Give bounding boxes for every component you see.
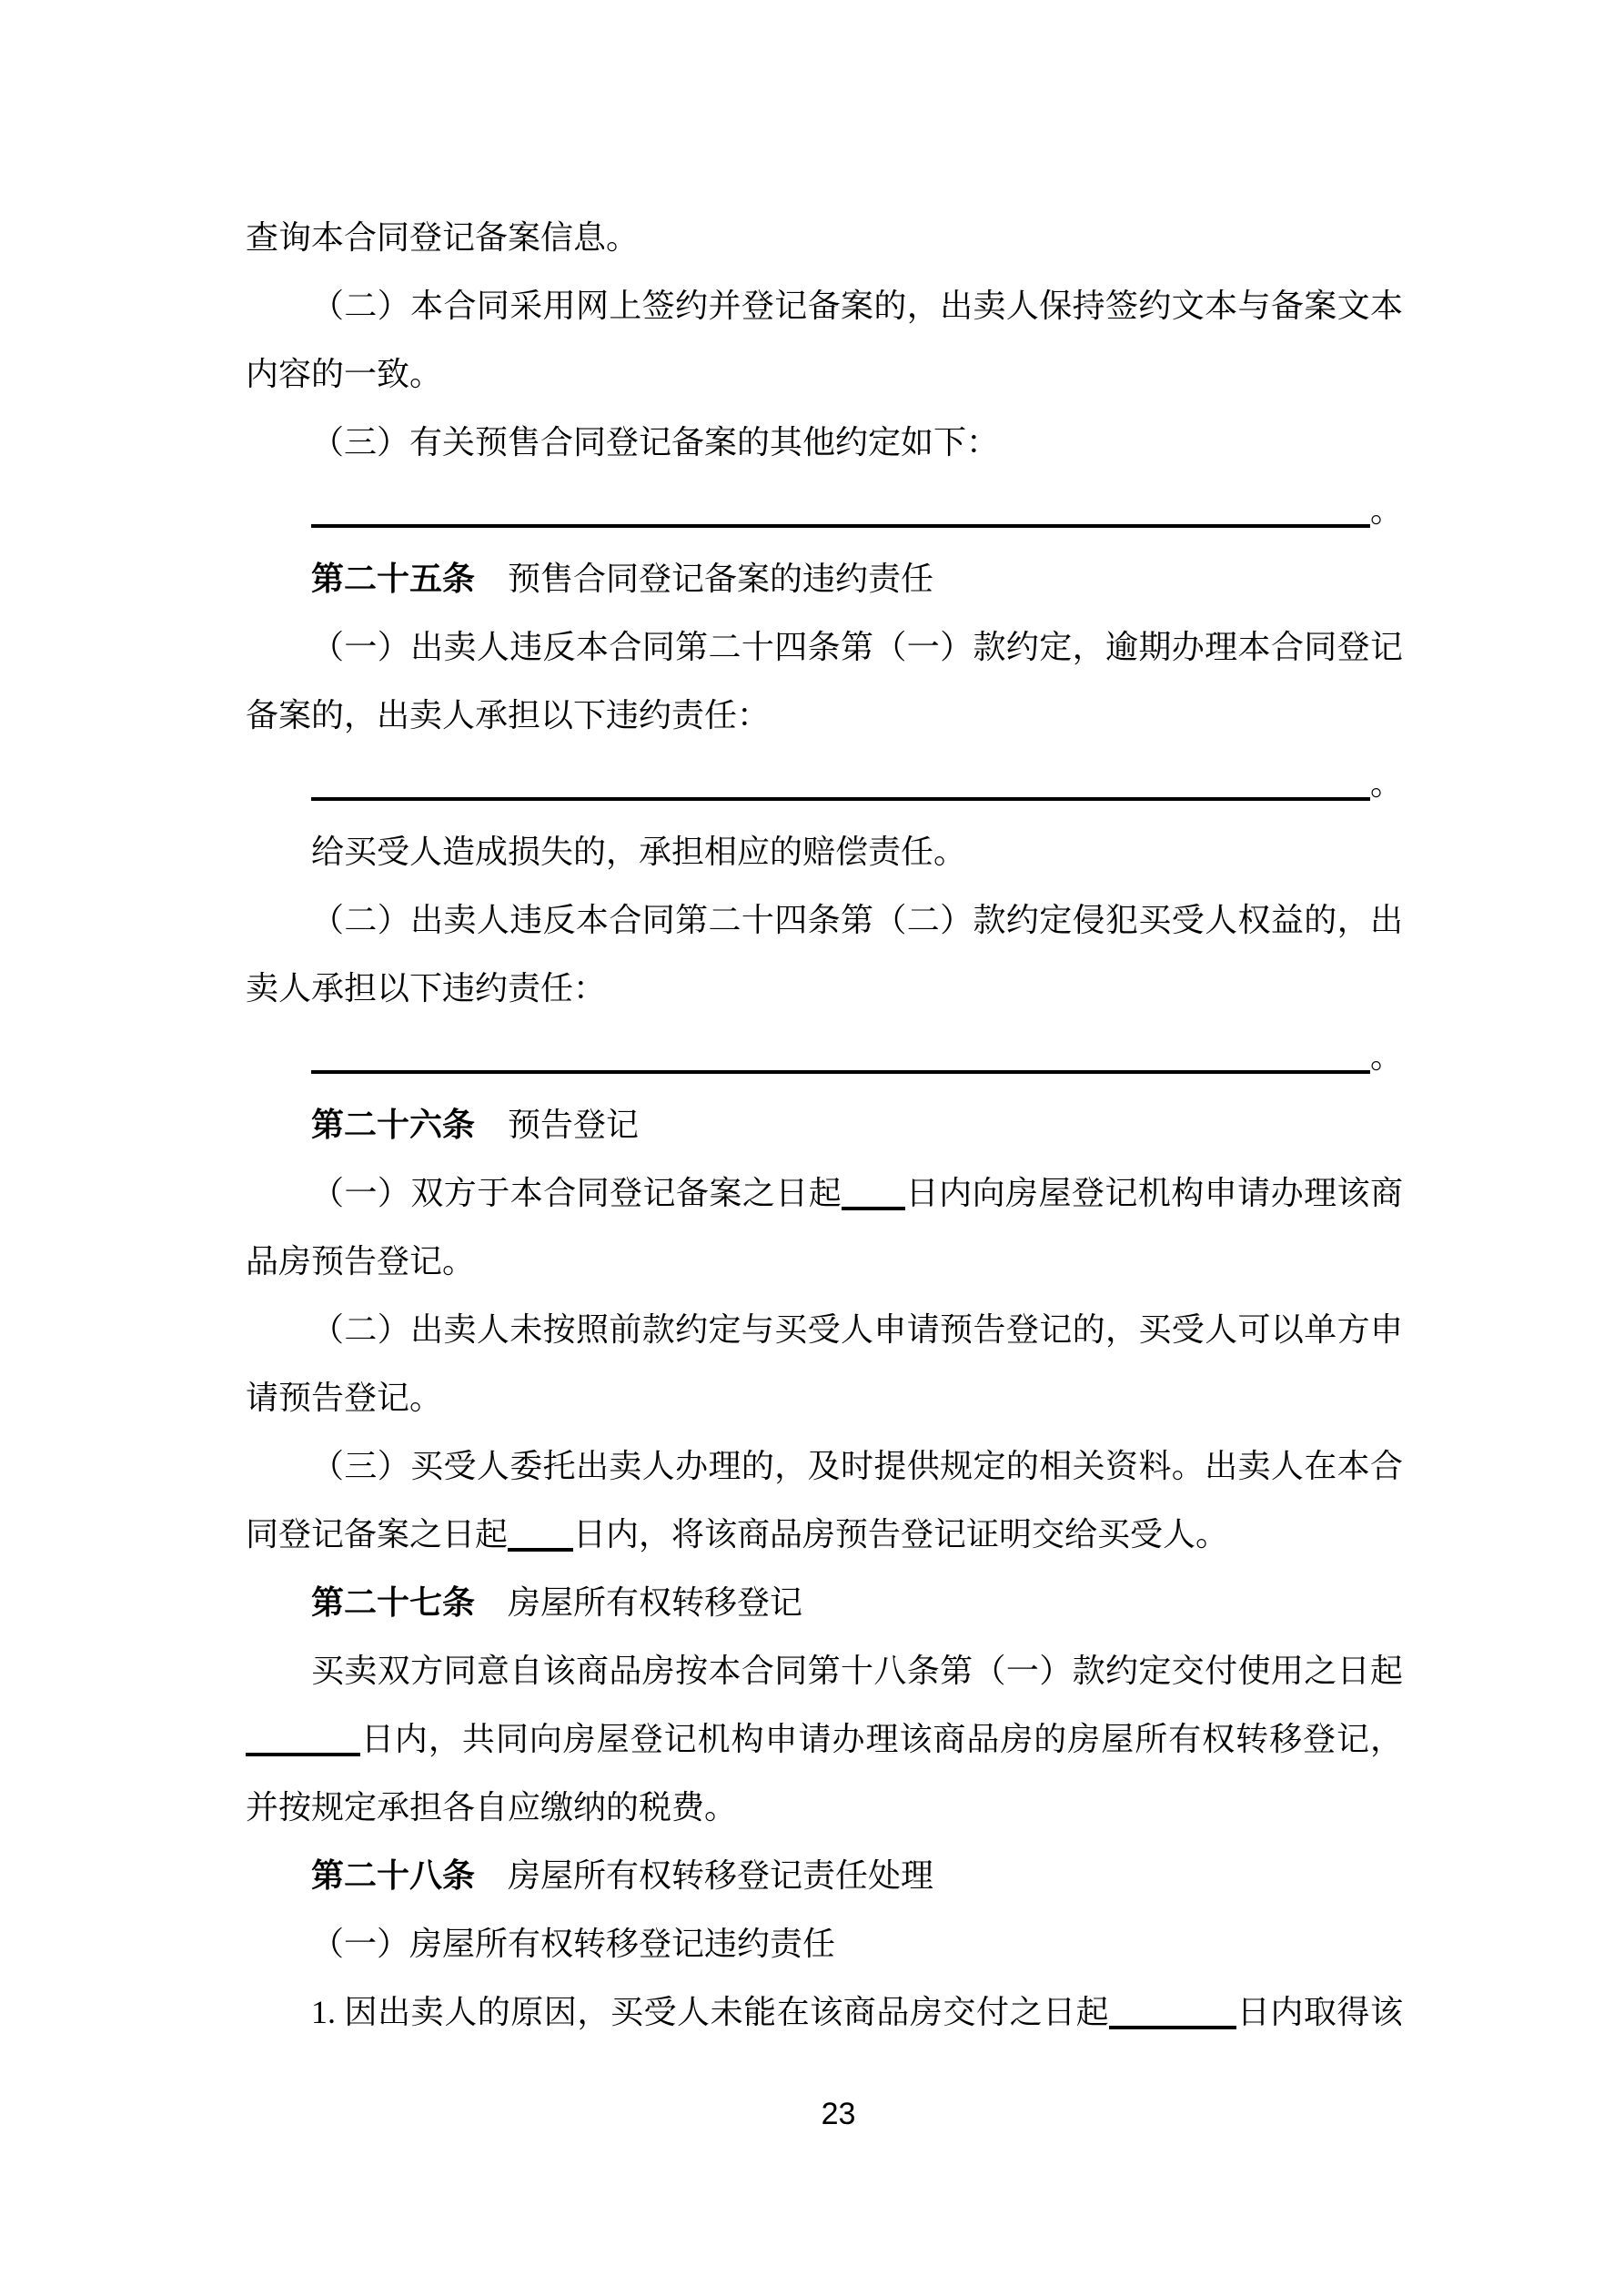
document-line bbox=[246, 1296, 1403, 1364]
text-run: 房屋所有权转移登记责任处理 bbox=[475, 1857, 934, 1894]
fill-in-rule-line bbox=[246, 1023, 1403, 1091]
text-run: 查询本合同登记备案信息。 bbox=[246, 219, 640, 256]
text-run: （三）有关预售合同登记备案的其他约定如下： bbox=[311, 424, 1000, 460]
document-line bbox=[246, 204, 1403, 272]
fill-in-blank bbox=[311, 497, 1370, 528]
document-line bbox=[246, 955, 1403, 1023]
text-run: （二）出卖人违反本合同第二十四条第（二）款约定侵犯买受人权益的，出 bbox=[311, 902, 1403, 938]
fill-in-blank bbox=[311, 770, 1370, 801]
text-run: 卖人承担以下违约责任： bbox=[246, 970, 607, 1006]
document-line bbox=[246, 613, 1403, 682]
fill-line-period: 。 bbox=[1370, 1038, 1404, 1075]
document-line bbox=[246, 1705, 1403, 1774]
document-line bbox=[246, 682, 1403, 750]
fill-in-blank bbox=[508, 1521, 573, 1552]
text-run: （一）双方于本合同登记备案之日起 bbox=[311, 1175, 842, 1211]
fill-in-blank bbox=[842, 1179, 905, 1210]
document-line bbox=[246, 1774, 1403, 1842]
document-line bbox=[246, 1364, 1403, 1432]
text-run: （三）买受人委托出卖人办理的，及时提供规定的相关资料。出卖人在本合 bbox=[311, 1448, 1403, 1484]
article-number: 第二十六条 bbox=[311, 1107, 476, 1143]
text-run: 日内取得该 bbox=[1236, 1994, 1403, 2030]
article-number: 第二十七条 bbox=[311, 1584, 476, 1621]
document-line bbox=[246, 1501, 1403, 1569]
document-line bbox=[246, 1842, 1403, 1910]
document-line bbox=[246, 272, 1403, 340]
text-run: 预售合同登记备案的违约责任 bbox=[475, 561, 934, 597]
text-run: 房屋所有权转移登记 bbox=[475, 1584, 803, 1621]
document-line bbox=[246, 1432, 1403, 1501]
text-run: 备案的，出卖人承担以下违约责任： bbox=[246, 697, 771, 733]
document-line bbox=[246, 1910, 1403, 1978]
text-run: 日内，将该商品房预告登记证明交给买受人。 bbox=[573, 1516, 1229, 1553]
fill-line-period: 。 bbox=[1370, 492, 1404, 529]
text-run: 给买受人造成损失的，承担相应的赔偿责任。 bbox=[311, 834, 967, 870]
text-run: 1. 因出卖人的原因，买受人未能在该商品房交付之日起 bbox=[311, 1994, 1110, 2030]
document-line bbox=[246, 1978, 1403, 2047]
document-line bbox=[246, 1569, 1403, 1637]
text-run: 品房预告登记。 bbox=[246, 1243, 476, 1279]
document-line bbox=[246, 409, 1403, 477]
document-line bbox=[246, 1159, 1403, 1228]
text-run: 请预告登记。 bbox=[246, 1380, 443, 1416]
text-run: 日内向房屋登记机构申请办理该商 bbox=[905, 1175, 1403, 1211]
fill-in-blank bbox=[246, 1725, 360, 1756]
text-run: （一）房屋所有权转移登记违约责任 bbox=[311, 1926, 836, 1962]
text-run: 预告登记 bbox=[475, 1107, 640, 1143]
fill-in-rule-line bbox=[246, 477, 1403, 545]
fill-in-rule-line bbox=[246, 750, 1403, 818]
article-number: 第二十五条 bbox=[311, 561, 476, 597]
text-run: 日内，共同向房屋登记机构申请办理该商品房的房屋所有权转移登记， bbox=[360, 1721, 1403, 1757]
text-run: 同登记备案之日起 bbox=[246, 1516, 509, 1553]
text-run: （二）出卖人未按照前款约定与买受人申请预告登记的，买受人可以单方申 bbox=[311, 1311, 1403, 1348]
article-number: 第二十八条 bbox=[311, 1857, 476, 1894]
fill-line-period: 。 bbox=[1370, 765, 1404, 802]
document-line bbox=[246, 1637, 1403, 1705]
document-line bbox=[246, 1228, 1403, 1296]
document-line bbox=[246, 886, 1403, 955]
document-line bbox=[246, 1091, 1403, 1159]
text-run: 买卖双方同意自该商品房按本合同第十八条第（一）款约定交付使用之日起 bbox=[311, 1653, 1403, 1689]
fill-in-blank bbox=[311, 1043, 1370, 1074]
text-run: （二）本合同采用网上签约并登记备案的，出卖人保持签约文本与备案文本 bbox=[311, 288, 1403, 324]
contract-text-body bbox=[246, 204, 1403, 2047]
text-run: （一）出卖人违反本合同第二十四条第（一）款约定，逾期办理本合同登记 bbox=[311, 629, 1403, 665]
fill-in-blank bbox=[1109, 1998, 1236, 2029]
document-line bbox=[246, 340, 1403, 409]
document-line bbox=[246, 818, 1403, 886]
document-line bbox=[246, 545, 1403, 613]
text-run: 内容的一致。 bbox=[246, 356, 443, 392]
page-footer bbox=[0, 2099, 1624, 2129]
page-number: 23 bbox=[821, 2097, 856, 2131]
text-run: 并按规定承担各自应缴纳的税费。 bbox=[246, 1789, 738, 1826]
